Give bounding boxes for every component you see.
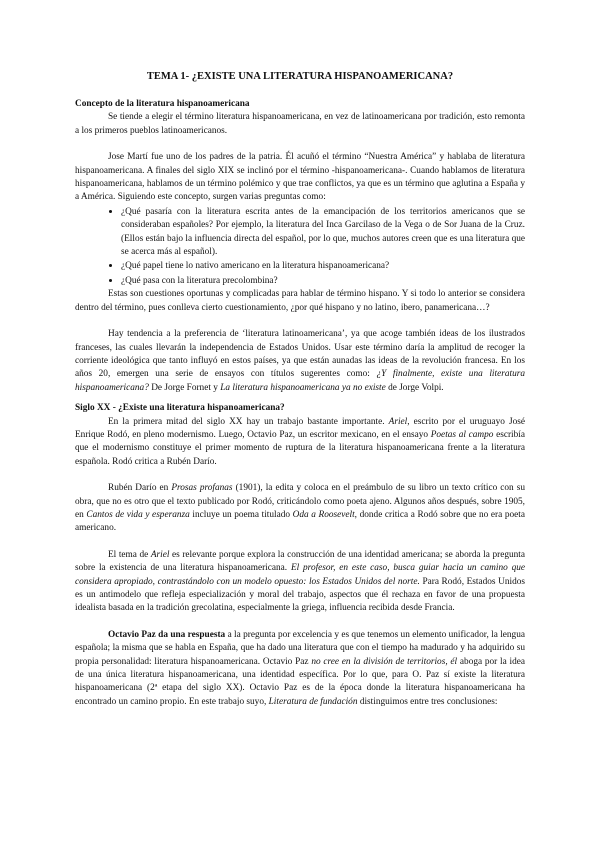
essay-title: La literatura hispanoamericana ya no existe bbox=[220, 382, 386, 393]
text-run: El tema de bbox=[108, 549, 149, 560]
text-run: incluye un poema titulado bbox=[192, 509, 291, 520]
work-title: Literatura de fundación bbox=[268, 696, 358, 707]
emphasis-text: no cree en la división de territorios, él bbox=[311, 656, 458, 667]
work-title: Ariel bbox=[150, 549, 170, 560]
section-heading-concepto: Concepto de la literatura hispanoamericana bbox=[75, 99, 250, 109]
questions-list bbox=[75, 205, 525, 288]
list-item: • ¿Qué pasa con la literatura precolombina? bbox=[121, 274, 525, 288]
text-run: de Jorge Volpi. bbox=[388, 382, 444, 393]
paragraph-3: Estas son cuestiones oportunas y complicadas para hablar de término hispano. Y si todo lo anterior se considera dentro del término, pues conlleva cierto cuestionamiento, ¿por qué hispano y no latino, ibero, panamericana…? bbox=[75, 289, 525, 313]
list-item: • ¿Qué pasaría con la literatura escrita antes de la emancipación de los territorios americanos que se consideraban españoles? Por ejemplo, la literatura del Inca Garcilaso de la Vega o de Sor Juana de la Cruz. (Ellos están bajo la influencia directa del español, por lo que, muchos autores creen que es una literatura que se acerca más al español). bbox=[121, 205, 525, 260]
work-title: Prosas profanas bbox=[171, 483, 233, 494]
text-run: De Jorge Fornet y bbox=[151, 382, 218, 393]
text-run: a la pregunta por excelencia y es que tenemos un elemento unificador, la lengua española; la misma que se habla en España, que ha dado una literatura que con el tiempo ha madurado y ha adquirido su propia personalidad: literatura hispanoamericana. Octavio Paz bbox=[75, 629, 525, 667]
text-run: aboga por la idea de una única literatura hispanoamericana, una identidad específica. Por lo que, para O. Paz sí existe la literatura hispanoamericana (2ª etapa del siglo XX). Octavio Paz es de la época donde la literatura hispanoamericana ha encontrado un camino propio. En este trabajo suyo, bbox=[75, 656, 526, 707]
text-run: distinguimos entre tres conclusiones: bbox=[359, 696, 498, 707]
paragraph-2: Jose Martí fue uno de los padres de la patria. Él acuñó el término “Nuestra América” y hablaba de literatura hispanoamericana. A finales del siglo XIX se inclinó por el término -hispanoamericana-. Cuando hablamos de literatura hispanoamericana, hablamos de un término polémico y que trae conflictos, ya que es un término que aglutina a España y a América. Siguiendo este concepto, surgen varias preguntas como: bbox=[75, 152, 525, 203]
text-run: Para Rodó, Estados Unidos es un antimodelo que refleja especialización y moral del trabajo, aspectos que él rechaza en favor de una propuesta idealista basada en la tradición grecolatina, especialmente la griega, influencia recibida desde Francia. bbox=[75, 576, 526, 614]
work-title: Poetas al campo bbox=[430, 429, 494, 440]
text-run: (1901), la edita y coloca en el preámbulo de su libro un texto crítico con su obra, que no es otro que el texto publicado por Rodó, criticándolo como poeta ajeno. Algunos años después, sobre 1905, en bbox=[75, 483, 525, 520]
paragraph-1: Se tiende a elegir el término literatura hispanoamericana, en vez de latinoamericana por tradición, esto remonta a los primeros pueblos latinoamericanos. bbox=[75, 112, 525, 136]
work-title: Cantos de vida y esperanza bbox=[86, 509, 190, 520]
text-run: Hay tendencia a la preferencia de ‘literatura latinoamericana’, ya que acoge también ideas de los ilustrados franceses, las cuales llevarán la independencia de Estados Unidos. Usar este término daría la amplitud de recoger la corriente ideológica que tanto influyó en estos países, ya que están aunadas las ideas de la revolución francesa. En los años 20, emergen una serie de ensayos con títulos sugerentes como: bbox=[75, 329, 525, 380]
text-run: En la primera mitad del siglo XX hay un trabajo bastante importante. bbox=[108, 416, 385, 427]
work-title: Oda a Roosevelt bbox=[292, 509, 355, 520]
paragraph-5 bbox=[75, 416, 525, 470]
paragraph-7 bbox=[75, 549, 525, 616]
paragraph-4 bbox=[75, 328, 525, 395]
emphasis-text: El profesor, en este caso, busca guiar hacia un camino que considera apropiado, contrastándolo con un modelo opuesto: los Estados Unidos del norte. bbox=[75, 563, 525, 587]
text-run: es relevante porque explora la construcción de una identidad americana; se aborda la pregunta sobre la existencia de una literatura hispanoamericana. bbox=[75, 549, 525, 574]
text-run: , escrito por el uruguayo José Enrique Rodó, en pleno modernismo. Luego, Octavio Paz, un escritor mexicano, en el ensayo bbox=[75, 416, 526, 440]
work-title: Ariel bbox=[388, 416, 408, 427]
text-run: Rubén Darío en bbox=[108, 483, 169, 494]
page-title: TEMA 1- ¿EXISTE UNA LITERATURA HISPANOAMERICANA? bbox=[146, 71, 454, 82]
section-heading-siglo-xx: Siglo XX - ¿Existe una literatura hispanoamericana? bbox=[75, 403, 285, 414]
paragraph-8 bbox=[75, 629, 525, 709]
text-run: , donde critica a Rodó sobre que no era poeta americano. bbox=[75, 509, 525, 534]
bold-lead: Octavio Paz da una respuesta bbox=[108, 629, 226, 640]
list-item: • ¿Qué papel tiene lo nativo americano en la literatura hispanoamericana? bbox=[121, 259, 525, 273]
text-run: escribía que el modernismo constituye el primer momento de ruptura de la literatura hispanoamericana frente a la literatura española. Rodó critica a Rubén Darío. bbox=[75, 429, 525, 467]
document-body bbox=[75, 70, 525, 709]
paragraph-6 bbox=[75, 482, 525, 536]
essay-title: ¿Y finalmente, existe una literatura hispanoamericana? bbox=[75, 369, 525, 393]
